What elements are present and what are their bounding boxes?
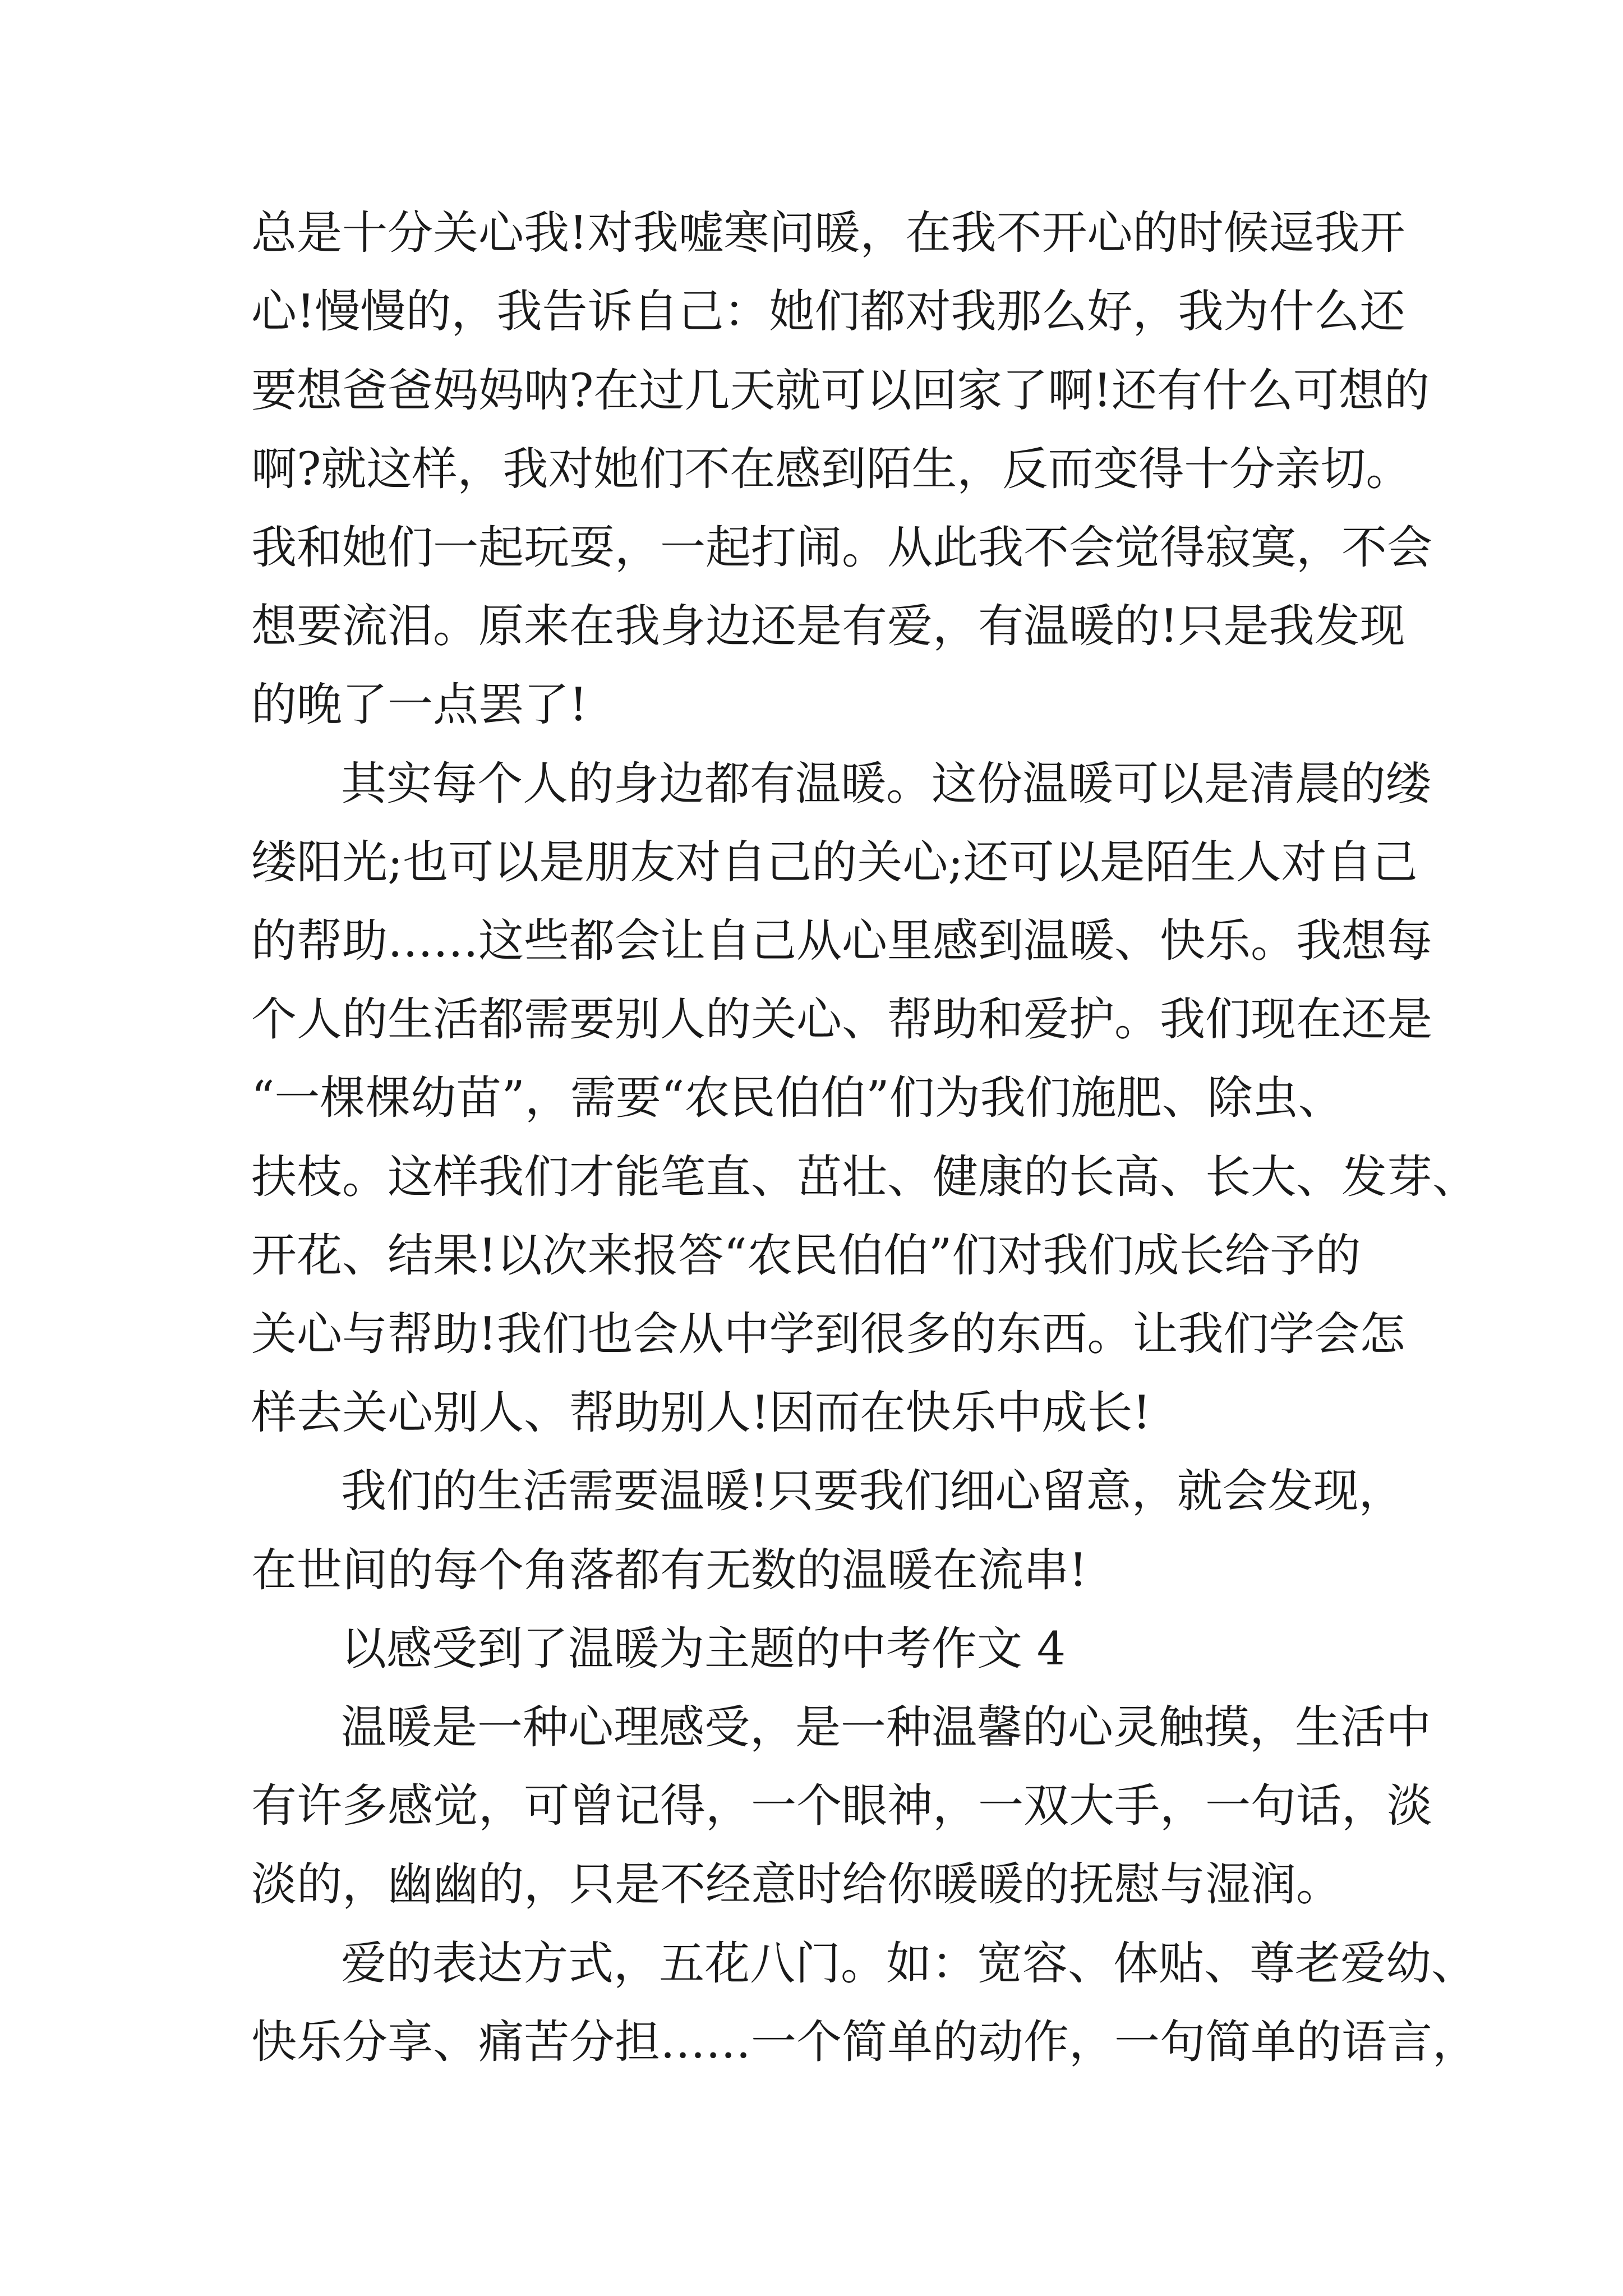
paragraph-first-line: 其实每个人的身边都有温暖。这份温暖可以是清晨的缕 [341, 758, 1432, 811]
text-line: 总是十分关心我!对我嘘寒问暖，在我不开心的时候逗我开 [251, 207, 1405, 260]
text-line: 心!慢慢的，我告诉自己：她们都对我那么好，我为什么还 [251, 286, 1405, 338]
paragraph-first-line: 爱的表达方式，五花八门。如：宽容、体贴、尊老爱幼、 [341, 1938, 1477, 1990]
text-line: 要想爸爸妈妈呐?在过几天就可以回家了啊!还有什么可想的 [251, 365, 1430, 417]
text-line: 扶枝。这样我们才能笔直、茁壮、健康的长高、长大、发芽、 [251, 1151, 1478, 1204]
section-heading: 以感受到了温暖为主题的中考作文 4 [341, 1623, 1066, 1676]
text-line: 个人的生活都需要别人的关心、帮助和爱护。我们现在还是 [251, 993, 1433, 1046]
text-line: 有许多感觉，可曾记得，一个眼神，一双大手，一句话，淡 [251, 1780, 1433, 1833]
text-line: 关心与帮助!我们也会从中学到很多的东西。让我们学会怎 [251, 1308, 1405, 1361]
paragraph-first-line: 我们的生活需要温暖!只要我们细心留意，就会发现， [341, 1465, 1404, 1518]
text-line: 缕阳光;也可以是朋友对自己的关心;还可以是陌生人对自己 [251, 836, 1418, 889]
text-line: 我和她们一起玩耍，一起打闹。从此我不会觉得寂寞，不会 [251, 522, 1433, 574]
text-line: 开花、结果!以次来报答“农民伯伯”们对我们成长给予的 [251, 1230, 1361, 1282]
text-line: 快乐分享、痛苦分担……一个简单的动作，一句简单的语言， [251, 2016, 1478, 2069]
text-line: 淡的，幽幽的，只是不经意时给你暖暖的抚慰与湿润。 [251, 1858, 1342, 1911]
text-line: 在世间的每个角落都有无数的温暖在流串! [251, 1544, 1087, 1597]
text-line: 的晚了一点罢了! [251, 679, 588, 731]
text-line: “一棵棵幼苗”，需要“农民伯伯”们为我们施肥、除虫、 [251, 1072, 1344, 1125]
text-line: 的帮助……这些都会让自己从心里感到温暖、快乐。我想每 [251, 915, 1433, 968]
text-line: 样去关心别人、帮助别人!因而在快乐中成长! [251, 1387, 1151, 1439]
paragraph-first-line: 温暖是一种心理感受，是一种温馨的心灵触摸，生活中 [341, 1701, 1432, 1754]
text-line: 想要流泪。原来在我身边还是有爱，有温暖的!只是我发现 [251, 600, 1405, 653]
text-line: 啊?就这样，我对她们不在感到陌生，反而变得十分亲切。 [251, 443, 1412, 496]
